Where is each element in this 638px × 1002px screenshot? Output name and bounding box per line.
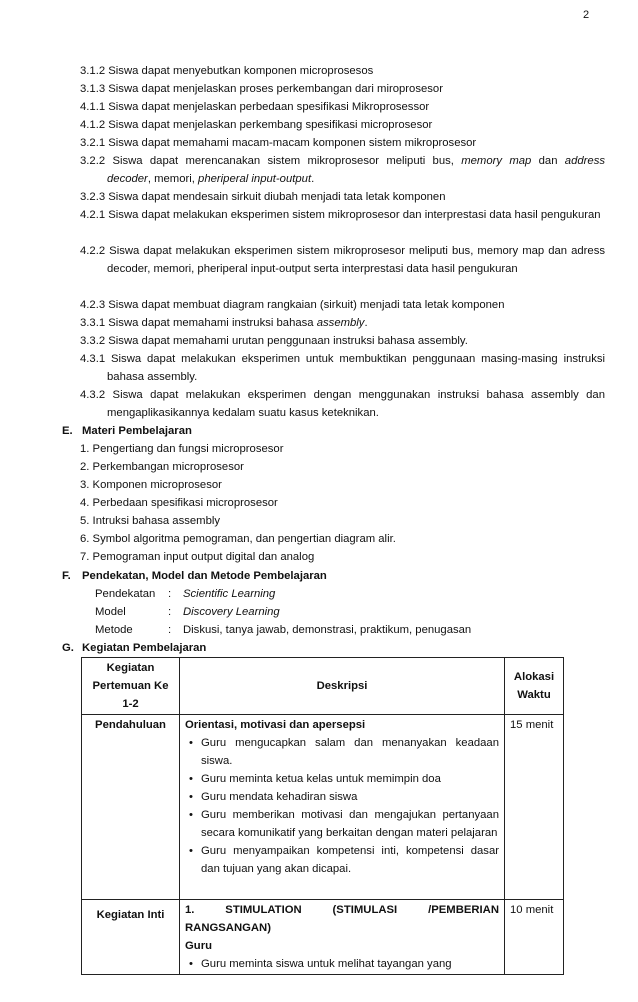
indicator-item <box>80 296 605 314</box>
indicator-text: Siswa dapat melakukan eksperimen sistem mikroprosesor meliputi bus, memory map dan adress decoder, memori, pheriperal input-output serta interprestasi data hasil pengukuran <box>107 245 606 275</box>
indicator-text: Siswa dapat memahami macam-macam komponen sistem mikroprosesor <box>108 137 477 149</box>
approach-colon: : <box>168 588 172 600</box>
header-kegiatan-line1: Kegiatan <box>106 662 155 674</box>
indicator-code: 4.3.1 <box>80 353 111 365</box>
section-g-letter: G. <box>62 642 74 654</box>
indicator-text: Siswa dapat menjelaskan perkembang spesifikasi microprosesor <box>108 119 433 131</box>
header-kegiatan <box>82 658 180 715</box>
section-e-title: Materi Pembelajaran <box>82 425 192 437</box>
list-item: • Guru meminta siswa untuk melihat tayangan yang <box>185 955 499 973</box>
indicator-text: Siswa dapat memahami urutan penggunaan instruksi bahasa assembly. <box>108 335 468 347</box>
indicator-item <box>80 62 605 80</box>
indicator-code: 4.1.2 <box>80 119 109 131</box>
row-bullet-list <box>185 734 499 878</box>
section-g-title: Kegiatan Pembelajaran <box>82 642 207 654</box>
indicator-text-italic: assembly <box>316 317 365 329</box>
materi-item: 1. Pengertiang dan fungsi microprosesor <box>80 443 284 455</box>
indicator-text: Siswa dapat memahami instruksi bahasa <box>108 317 317 329</box>
list-item: • Guru menyampaikan kompetensi inti, kompetensi dasar dan tujuan yang akan dicapai. <box>185 842 499 878</box>
indicator-text: Siswa dapat melakukan eksperimen sistem mikroprosesor dan interprestasi data hasil pengukuran <box>108 209 601 221</box>
indicator-text: dan <box>531 155 565 167</box>
row-deskripsi <box>180 715 505 900</box>
indicator-code: 4.1.1 <box>80 101 109 113</box>
indicator-item <box>80 350 605 386</box>
indicator-code: 3.2.3 <box>80 191 109 203</box>
indicator-item <box>80 188 605 206</box>
indicator-text: Siswa dapat membuat diagram rangkaian (sirkuit) menjadi tata letak komponen <box>108 299 505 311</box>
header-alokasi-line1: Alokasi <box>513 671 555 683</box>
indicator-item <box>80 152 605 188</box>
list-item: • Guru memberikan motivasi dan mengajukan pertanyaan secara komunikatif yang berkaitan dengan materi pelajaran <box>185 806 499 842</box>
section-g-heading <box>62 639 206 657</box>
materi-item: 7. Pemograman input output digital dan analog <box>80 551 315 563</box>
indicator-text-italic: pheriperal input-output <box>198 173 312 185</box>
row-title: Orientasi, motivasi dan apersepsi <box>185 719 366 731</box>
indicator-code: 3.1.2 <box>80 65 109 77</box>
indicator-text: Siswa dapat menjelaskan proses perkembangan dari miroprosesor <box>108 83 443 95</box>
indicator-text: Siswa dapat mendesain sirkuit diubah menjadi tata letak komponen <box>108 191 446 203</box>
approach-value: Scientific Learning <box>183 588 276 600</box>
row-title: 1. STIMULATION (STIMULASI /PEMBERIAN RANGSANGAN) <box>185 904 499 934</box>
materi-item: 5. Intruksi bahasa assembly <box>80 515 221 527</box>
header-alokasi-line2: Waktu <box>517 689 551 701</box>
indicator-code: 3.1.3 <box>80 83 109 95</box>
indicator-item <box>80 332 605 350</box>
indicator-item <box>80 80 605 98</box>
table-row <box>82 715 564 900</box>
row-kegiatan: Kegiatan Inti <box>82 900 180 975</box>
list-item: • Guru mendata kehadiran siswa <box>185 788 499 806</box>
list-item: • Guru mengucapkan salam dan menanyakan keadaan siswa. <box>185 734 499 770</box>
row-deskripsi <box>180 900 505 975</box>
indicator-item <box>80 116 605 134</box>
indicator-text: , memori, <box>147 173 199 185</box>
approach-value: Discovery Learning <box>183 606 280 618</box>
section-e-heading <box>62 422 192 440</box>
row-waktu: 15 menit <box>505 715 564 900</box>
indicator-text-italic: address decoder <box>107 155 605 185</box>
indicator-code: 4.3.2 <box>80 389 113 401</box>
row-bullet-list <box>185 955 499 973</box>
table-header-row <box>82 658 564 715</box>
page-number: 2 <box>583 9 590 21</box>
approach-colon: : <box>168 624 172 636</box>
section-f-heading <box>62 567 327 585</box>
indicator-text-italic: memory map <box>461 155 532 167</box>
approach-value: Diskusi, tanya jawab, demonstrasi, praktikum, penugasan <box>183 624 472 636</box>
indicator-code: 3.3.2 <box>80 335 109 347</box>
indicator-text: Siswa dapat merencanakan sistem mikroprosesor meliputi bus, <box>112 155 462 167</box>
indicator-text: . <box>364 317 368 329</box>
indicator-code: 3.2.1 <box>80 137 109 149</box>
indicator-text: Siswa dapat melakukan eksperimen dengan menggunakan instruksi bahasa assembly dan mengaplikasikannya kedalam suatu kasus keteknikan. <box>107 389 605 419</box>
indicator-code: 4.2.3 <box>80 299 109 311</box>
approach-label: Pendekatan <box>95 588 156 600</box>
indicator-code: 4.2.2 <box>80 245 110 257</box>
materi-item: 4. Perbedaan spesifikasi microprosesor <box>80 497 278 509</box>
header-alokasi <box>505 658 564 715</box>
indicator-text: Siswa dapat melakukan eksperimen untuk membuktikan penggunaan masing-masing instruksi bahasa assembly. <box>107 353 605 383</box>
approach-label: Model <box>95 606 126 618</box>
indicator-text: Siswa dapat menjelaskan perbedaan spesifikasi Mikroprosessor <box>108 101 430 113</box>
header-kegiatan-line2: Pertemuan Ke 1-2 <box>92 680 169 710</box>
row-waktu: 10 menit <box>505 900 564 975</box>
indicator-item <box>80 134 605 152</box>
indicator-item <box>80 314 605 332</box>
materi-item: 6. Symbol algoritma pemograman, dan pengertian diagram alir. <box>80 533 396 545</box>
indicator-code: 4.2.1 <box>80 209 109 221</box>
approach-colon: : <box>168 606 172 618</box>
materi-item: 2. Perkembangan microprosesor <box>80 461 244 473</box>
section-f-title: Pendekatan, Model dan Metode Pembelajaran <box>82 570 327 582</box>
header-deskripsi: Deskripsi <box>180 658 505 715</box>
indicator-item <box>80 386 605 422</box>
row-subtitle: Guru <box>185 940 212 952</box>
list-item: • Guru meminta ketua kelas untuk memimpin doa <box>185 770 499 788</box>
indicator-code: 3.2.2 <box>80 155 113 167</box>
indicator-item <box>80 98 605 116</box>
kegiatan-table <box>81 657 564 975</box>
indicator-text: . <box>311 173 315 185</box>
table-row <box>82 900 564 975</box>
indicator-code: 3.3.1 <box>80 317 109 329</box>
section-f-letter: F. <box>62 570 71 582</box>
approach-label: Metode <box>95 624 133 636</box>
indicator-item <box>80 206 605 224</box>
indicator-item <box>80 242 605 278</box>
row-kegiatan: Pendahuluan <box>82 715 180 900</box>
indicator-text: Siswa dapat menyebutkan komponen microprosesos <box>108 65 374 77</box>
materi-item: 3. Komponen microprosesor <box>80 479 222 491</box>
section-e-letter: E. <box>62 425 73 437</box>
